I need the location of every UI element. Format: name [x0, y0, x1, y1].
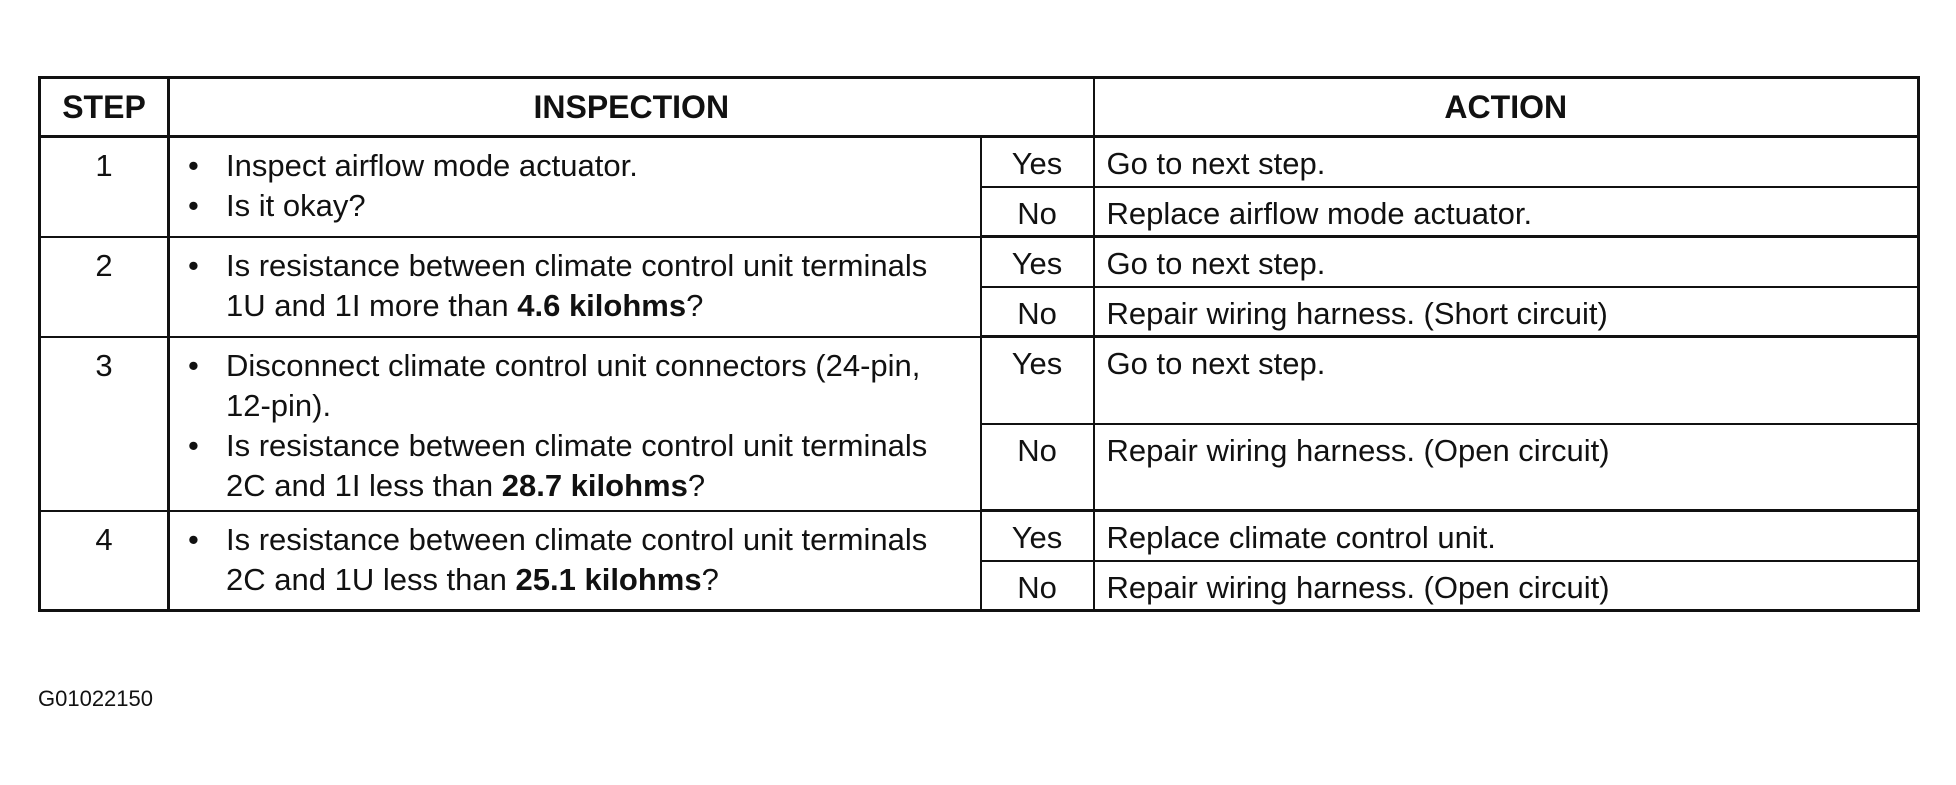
- yes-action: Replace climate control unit.: [1094, 511, 1919, 561]
- inspection-text: Is resistance between climate control unit terminals 2C and 1I less than: [226, 427, 928, 503]
- inspection-item: [226, 246, 972, 326]
- step-number: 1: [40, 137, 169, 237]
- table-row: [40, 511, 1919, 561]
- table-row: [40, 237, 1919, 287]
- no-label: No: [981, 424, 1094, 511]
- inspection-text: ?: [701, 561, 719, 597]
- no-action: Replace airflow mode actuator.: [1094, 187, 1919, 237]
- yes-action: Go to next step.: [1094, 137, 1919, 187]
- inspection-header: INSPECTION: [169, 78, 1094, 137]
- step-number: 4: [40, 511, 169, 611]
- no-label: No: [981, 187, 1094, 237]
- inspection-list: [180, 246, 972, 326]
- step-number: 2: [40, 237, 169, 337]
- no-action: Repair wiring harness. (Short circuit): [1094, 287, 1919, 337]
- no-action: Repair wiring harness. (Open circuit): [1094, 561, 1919, 611]
- step-header: STEP: [40, 78, 169, 137]
- table-body: [40, 137, 1919, 611]
- yes-action: Go to next step.: [1094, 237, 1919, 287]
- inspection-item: [226, 186, 972, 226]
- spec-value: 4.6 kilohms: [517, 287, 687, 323]
- step-number: 3: [40, 337, 169, 511]
- inspection-item: [226, 520, 972, 600]
- inspection-text: Is resistance between climate control unit terminals 1U and 1I more than: [226, 247, 928, 323]
- inspection-list: [180, 146, 972, 226]
- inspection-text: Inspect airflow mode actuator.: [226, 148, 638, 183]
- inspection-item: [226, 346, 972, 426]
- yes-label: Yes: [981, 237, 1094, 287]
- action-header: ACTION: [1094, 78, 1919, 137]
- inspection-cell: [169, 511, 981, 611]
- no-label: No: [981, 561, 1094, 611]
- inspection-text: ?: [687, 467, 706, 503]
- header-row: [40, 78, 1919, 137]
- yes-label: Yes: [981, 511, 1094, 561]
- spec-value: 28.7 kilohms: [501, 467, 688, 503]
- yes-label: Yes: [981, 137, 1094, 187]
- inspection-list: [180, 346, 972, 506]
- inspection-item: [226, 426, 972, 506]
- inspection-text: Is it okay?: [226, 188, 366, 223]
- yes-action: Go to next step.: [1094, 337, 1919, 424]
- table-row: [40, 137, 1919, 187]
- diagnostic-table: [38, 76, 1920, 612]
- figure-id: G01022150: [38, 686, 153, 711]
- inspection-cell: [169, 137, 981, 237]
- yes-label: Yes: [981, 337, 1094, 424]
- no-label: No: [981, 287, 1094, 337]
- inspection-text: Is resistance between climate control unit terminals 2C and 1U less than: [226, 521, 928, 597]
- inspection-text: Disconnect climate control unit connectors (24-pin, 12-pin).: [226, 347, 921, 423]
- spec-value: 25.1 kilohms: [515, 561, 702, 597]
- inspection-cell: [169, 337, 981, 511]
- inspection-cell: [169, 237, 981, 337]
- inspection-list: [180, 520, 972, 600]
- inspection-item: [226, 146, 972, 186]
- no-action: Repair wiring harness. (Open circuit): [1094, 424, 1919, 511]
- table-row: [40, 337, 1919, 424]
- inspection-text: ?: [686, 287, 704, 323]
